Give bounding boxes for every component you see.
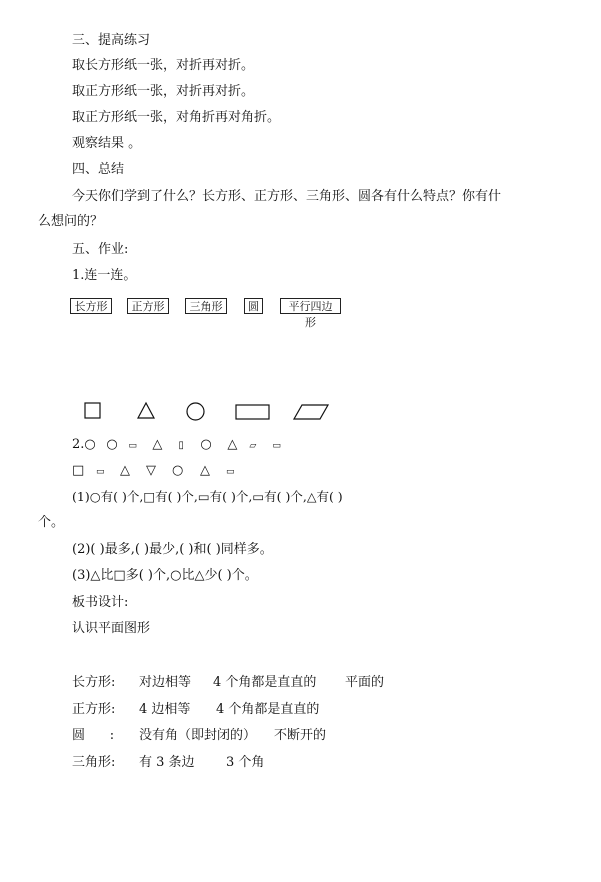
question-2-row1 — [72, 437, 292, 454]
section3-heading: 三、提高练习 — [72, 33, 151, 48]
circle-shape — [185, 401, 206, 422]
box-square: 正方形 — [127, 298, 169, 314]
question-1: 1.连一连。 — [72, 268, 137, 283]
board-row-label: 三角形: — [72, 755, 116, 770]
board-row-label: 圆 : — [72, 728, 115, 743]
section3-item-3: 取正方形纸一张，对角折再对角折。 — [72, 110, 281, 125]
board-row-label: 正方形: — [72, 702, 116, 717]
question-2-label: 2. — [72, 437, 85, 452]
section4-line1: 今天你们学到了什么？长方形、正方形、三角形、圆各有什么特点？你有什 — [72, 189, 502, 204]
board-row-label: 长方形: — [72, 675, 116, 690]
question-2-part3: (3)△比□多( )个,○比△少( )个。 — [72, 568, 258, 583]
parallelogram-shape — [292, 403, 330, 421]
triangle-symbol-1: △ — [152, 437, 163, 452]
board-row-col1: 没有角（即封闭的） — [139, 728, 257, 743]
box-triangle: 三角形 — [185, 298, 227, 314]
board-row-col2: 4 个角都是直直的 — [216, 702, 320, 717]
board-row-col2: 4 个角都是直直的 — [213, 675, 317, 690]
square-symbol: □ — [72, 463, 85, 478]
board-row-col1: 对边相等 — [139, 675, 192, 690]
box-circle: 圆 — [244, 298, 263, 314]
section4-line2: 么想问的？ — [38, 214, 104, 229]
board-heading: 板书设计: — [72, 595, 129, 610]
rectangle-symbol-2: ▭ — [272, 441, 281, 451]
section3-item-1: 取长方形纸一张，对折再对折。 — [72, 58, 255, 73]
box-parallelogram: 平行四边形 — [280, 298, 341, 314]
circle-symbol-4: ○ — [172, 463, 184, 478]
triangle-symbol-3: △ — [120, 463, 130, 478]
circle-symbol-2: ○ — [106, 437, 118, 452]
inverted-triangle-symbol: ▽ — [146, 463, 156, 478]
rectangle-symbol-4: ▭ — [226, 467, 235, 477]
section3-item-2: 取正方形纸一张，对折再对折。 — [72, 84, 255, 99]
triangle-shape — [136, 401, 156, 420]
question-2-part2: (2)( )最多,( )最少,( )和( )同样多。 — [72, 542, 273, 557]
question-2-part1: (1)○有( )个,□有( )个,▭有( )个,▭有( )个,△有( ) — [72, 489, 343, 504]
vertical-rectangle-symbol: ▯ — [178, 440, 184, 451]
board-row-col2: 不断开的 — [274, 728, 327, 743]
rectangle-shape — [235, 404, 270, 420]
circle-symbol-3: ○ — [200, 437, 212, 452]
section5-heading: 五、作业: — [72, 242, 129, 257]
board-row-col2: 3 个角 — [226, 755, 265, 770]
triangle-symbol-2: △ — [227, 437, 238, 452]
question-2-row2 — [72, 463, 246, 480]
box-rectangle: 长方形 — [70, 298, 112, 314]
board-row-col1: 4 边相等 — [139, 702, 191, 717]
circle-symbol-1: ○ — [84, 437, 96, 452]
board-row-col3: 平面的 — [345, 675, 385, 690]
square-shape — [84, 402, 102, 420]
section3-item-4: 观察结果 。 — [72, 136, 142, 151]
board-row-col1: 有 3 条边 — [139, 755, 195, 770]
triangle-symbol-4: △ — [200, 463, 210, 478]
question-2-part1-end: 个。 — [38, 515, 65, 530]
rectangle-symbol-1: ▭ — [128, 441, 137, 451]
section4-heading: 四、总结 — [72, 162, 125, 177]
rectangle-symbol-3: ▭ — [96, 467, 105, 477]
parallelogram-symbol: ▱ — [249, 441, 257, 451]
board-title: 认识平面图形 — [72, 621, 151, 636]
